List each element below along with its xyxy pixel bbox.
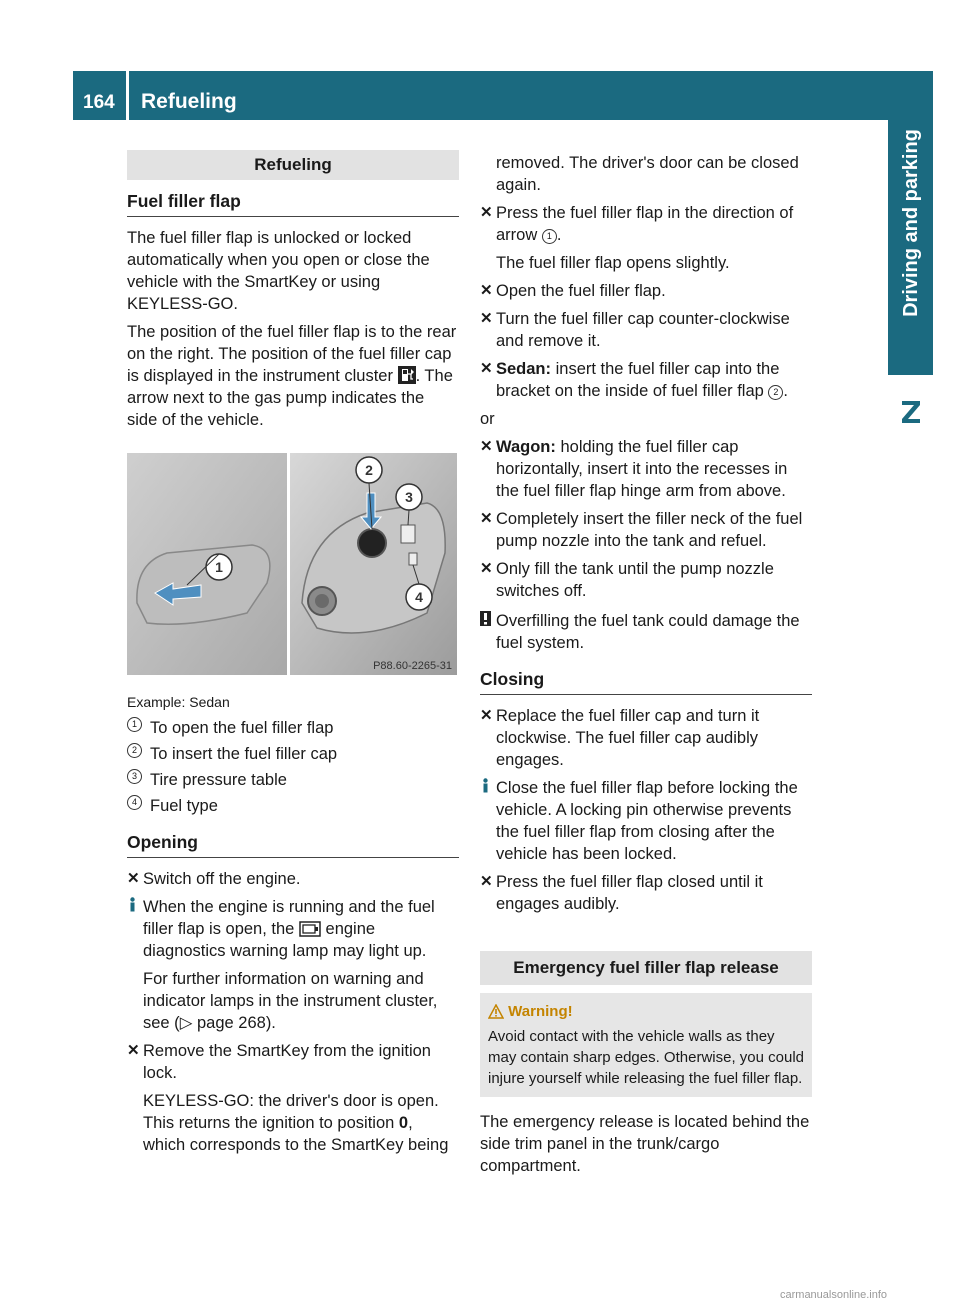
callout-4: 4 xyxy=(415,589,423,605)
continuation: removed. The driver's door can be closed again. xyxy=(496,154,799,194)
caution-note: Overfilling the fuel tank could damage the fuel system. xyxy=(480,610,812,654)
subhead-fuel-filler-flap: Fuel filler flap xyxy=(127,190,459,217)
callout-2: 2 xyxy=(365,462,373,478)
para-position: The position of the fuel filler flap is to the rear on the right. The position of the fuel filler cap is displayed in the instrument cluster . The arrow next to the gas pump indicates the side of the vehicle. xyxy=(127,323,457,429)
warning-title: Warning! xyxy=(488,1001,804,1022)
page-reference[interactable]: page 268 xyxy=(196,1014,266,1032)
x-marker-icon: ✕ xyxy=(480,360,493,377)
page-number: 164 xyxy=(83,92,115,113)
step-insert-nozzle: ✕ Completely insert the filler neck of the fuel pump nozzle into the tank and refuel. xyxy=(480,510,803,550)
right-column xyxy=(480,152,812,1183)
subhead-opening: Opening xyxy=(127,831,459,858)
step-replace-cap: ✕ Replace the fuel filler cap and turn it clockwise. The fuel filler cap audibly engages. xyxy=(480,707,760,769)
info-note-engine: When the engine is running and the fuel filler flap is open, the engine diagnostics warning lamp may light up. For further information on warning and indicator lamps in the instrument cluster, see (▷ page 268). xyxy=(127,896,459,1034)
engine-warning-icon xyxy=(299,921,321,937)
z-tab-icon xyxy=(888,375,933,450)
header-divider xyxy=(126,71,129,120)
subhead-closing: Closing xyxy=(480,668,812,695)
figure-caption: Example: Sedan xyxy=(127,694,230,710)
legend-item: 3 Tire pressure table xyxy=(127,769,459,791)
figure-code: P88.60-2265-31 xyxy=(373,660,452,672)
page-ref-arrow-icon: ▷ xyxy=(179,1014,193,1032)
caution-icon xyxy=(480,611,491,626)
x-marker-icon: ✕ xyxy=(480,204,493,221)
header-title: Refueling xyxy=(141,90,237,113)
side-tab xyxy=(888,71,933,375)
or-text: or xyxy=(480,410,495,428)
step-press-closed: ✕ Press the fuel filler flap closed until it engages audibly. xyxy=(480,873,763,913)
x-marker-icon: ✕ xyxy=(480,560,493,577)
x-marker-icon: ✕ xyxy=(480,510,493,527)
para-unlock: The fuel filler flap is unlocked or locked automatically when you open or close the vehicle with the SmartKey or using KEYLESS-GO. xyxy=(127,229,430,313)
left-column xyxy=(127,150,459,1162)
info-note-closing: Close the fuel filler flap before locking the vehicle. A locking pin otherwise prevents the fuel filler flap from closing after the vehicle has been locked. xyxy=(480,777,812,865)
info-icon xyxy=(480,778,491,793)
side-tab-label: Driving and parking xyxy=(899,129,922,317)
para-emergency: The emergency release is located behind the side trim panel in the trunk/cargo compartment. xyxy=(480,1113,810,1175)
fuel-pump-icon xyxy=(398,366,416,384)
x-marker-icon: ✕ xyxy=(480,707,493,724)
legend-item: 2 To insert the fuel filler cap xyxy=(127,743,459,765)
warning-text: Avoid contact with the vehicle walls as they may contain sharp edges. Otherwise, you could injure yourself while releasing the fuel filler flap. xyxy=(488,1028,805,1087)
x-marker-icon: ✕ xyxy=(127,1042,140,1059)
step-fill-tank: ✕ Only fill the tank until the pump nozzle switches off. xyxy=(480,560,774,600)
x-marker-icon: ✕ xyxy=(480,438,493,455)
callout-3: 3 xyxy=(405,489,413,505)
fuel-flap-figure xyxy=(127,453,457,675)
callout-1: 1 xyxy=(215,559,223,575)
step-turn-cap: ✕ Turn the fuel filler cap counter-clockwise and remove it. xyxy=(480,310,790,350)
warning-box xyxy=(480,993,812,1097)
x-marker-icon: ✕ xyxy=(127,870,140,887)
info-icon xyxy=(127,897,138,912)
legend-item: 4 Fuel type xyxy=(127,795,459,817)
x-marker-icon: ✕ xyxy=(480,282,493,299)
step-sedan: ✕ Sedan: insert the fuel filler cap into the bracket on the inside of fuel filler flap 2 . xyxy=(480,360,789,400)
step-press-flap: ✕ Press the fuel filler flap in the direction of arrow 1 . The fuel filler flap opens slightly. xyxy=(480,204,794,272)
x-marker-icon: ✕ xyxy=(480,310,493,327)
step-open-flap: ✕ Open the fuel filler flap. xyxy=(480,282,666,300)
page-header xyxy=(73,71,888,120)
watermark: carmanualsonline.info xyxy=(780,1289,888,1301)
x-marker-icon: ✕ xyxy=(480,873,493,890)
section-title-emergency: Emergency fuel filler flap release xyxy=(480,951,812,985)
step-remove-smartkey: ✕ Remove the SmartKey from the ignition lock. KEYLESS-GO: the driver's door is open. This returns the ignition to position 0, which corresponds to the SmartKey being xyxy=(127,1042,449,1154)
step-wagon: ✕ Wagon: holding the fuel filler cap horizontally, insert it into the recesses in the fuel filler flap hinge arm from above. xyxy=(480,438,788,500)
section-title-refueling: Refueling xyxy=(127,150,459,180)
step-switch-off: ✕ Switch off the engine. xyxy=(127,870,301,888)
warning-triangle-icon xyxy=(488,1004,504,1019)
legend-item: 1 To open the fuel filler flap xyxy=(127,717,459,739)
